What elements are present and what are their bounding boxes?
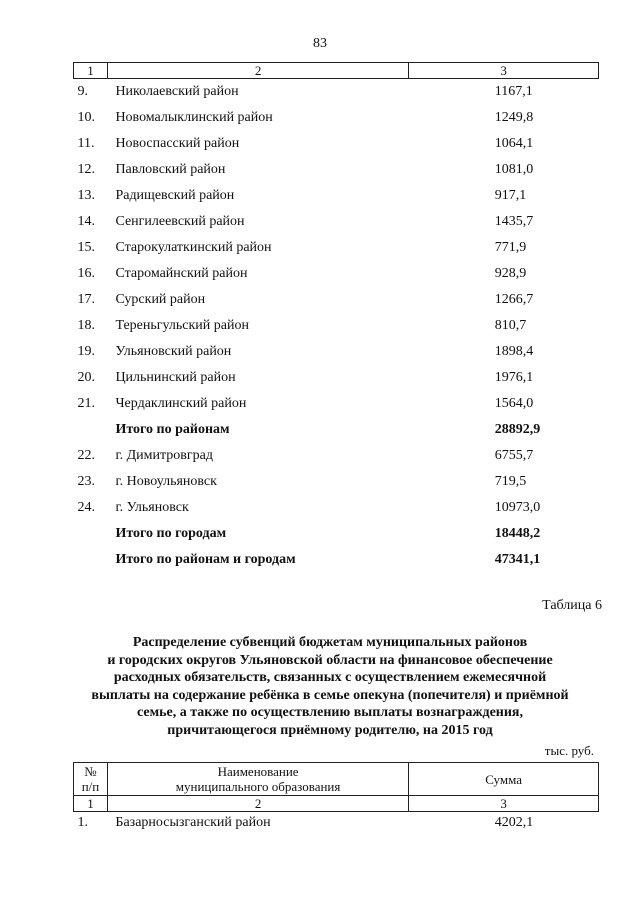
row-number: 12.: [77, 162, 95, 177]
row-number: 13.: [77, 188, 95, 203]
row-value: 6755,7: [494, 448, 534, 463]
row-name: Базарносызганский район: [115, 815, 271, 830]
row-number: 9.: [77, 84, 88, 99]
table-row: [74, 469, 599, 495]
row-value: 1081,0: [494, 162, 534, 177]
table-row: [74, 261, 599, 287]
table-row: [74, 131, 599, 157]
column-number-row: [74, 63, 599, 79]
row-value: 1435,7: [494, 214, 534, 229]
row-value: 917,1: [494, 188, 527, 203]
table-row: [74, 313, 599, 339]
row-number: [74, 547, 108, 573]
row-name: Старомайнский район: [115, 266, 248, 281]
row-value: 18448,2: [494, 526, 541, 541]
row-name: Чердаклинский район: [115, 396, 247, 411]
total-row: [74, 521, 599, 547]
row-number: 22.: [77, 448, 95, 463]
row-name: Итого по городам: [115, 526, 227, 541]
row-name: Павловский район: [115, 162, 226, 177]
row-number: 1.: [77, 815, 88, 830]
row-value: 1249,8: [494, 110, 534, 125]
table-header-row: [74, 763, 599, 796]
column-number-row: [74, 796, 599, 812]
row-name: Ульяновский район: [115, 344, 232, 359]
row-number: [74, 417, 108, 443]
total-row: [74, 547, 599, 573]
header-name-line2: муниципального образования: [175, 779, 341, 794]
table-caption: Таблица 6: [542, 598, 602, 613]
header-name: [107, 763, 408, 796]
row-name: Старокулаткинский район: [115, 240, 272, 255]
row-number: 19.: [77, 344, 95, 359]
row-number: 24.: [77, 500, 95, 515]
title-line: причитающегося приёмному родителю, на 2015 год: [167, 722, 493, 738]
header-number: [74, 763, 108, 796]
column-number-1: 1: [74, 63, 108, 79]
row-name: Сенгилеевский район: [115, 214, 245, 229]
title-line: Распределение субвенций бюджетам муниципальных районов: [132, 635, 528, 650]
subvention-table-continued: [73, 62, 599, 573]
row-name: Николаевский район: [115, 84, 239, 99]
column-number-3: 3: [409, 796, 599, 812]
row-number: 16.: [77, 266, 95, 281]
header-number-line2: п/п: [81, 779, 100, 794]
row-name: Итого по районам и городам: [115, 552, 296, 567]
title-line: и городских округов Ульяновской области на финансовое обеспечение: [107, 652, 553, 668]
row-name: Новоспасский район: [115, 136, 240, 151]
row-value: 1564,0: [494, 396, 534, 411]
row-value: 928,9: [494, 266, 527, 281]
row-name: г. Ульяновск: [115, 500, 189, 515]
row-number: 10.: [77, 110, 95, 125]
row-number: [74, 521, 108, 547]
row-number: 17.: [77, 292, 95, 307]
row-value: 1898,4: [494, 344, 534, 359]
table-row: [74, 365, 599, 391]
row-name: г. Новоульяновск: [115, 474, 217, 489]
row-value: 28892,9: [494, 422, 541, 437]
row-number: 15.: [77, 240, 95, 255]
table-row: [74, 495, 599, 521]
row-name: Итого по районам: [115, 422, 230, 437]
row-number: 23.: [77, 474, 95, 489]
table-row: [74, 443, 599, 469]
column-number-2: 2: [107, 796, 408, 812]
row-name: Сурский район: [115, 292, 206, 307]
row-number: 11.: [77, 136, 95, 151]
title-line: семье, а также по осуществлению выплаты вознаграждения,: [136, 705, 524, 720]
title-line: расходных обязательств, связанных с осуществлением ежемесячной: [113, 670, 547, 685]
table-title: [60, 634, 600, 739]
row-value: 719,5: [494, 474, 527, 489]
unit-label: тыс. руб.: [544, 743, 594, 758]
table-row: [74, 183, 599, 209]
table-row: [74, 235, 599, 261]
row-number: 18.: [77, 318, 95, 333]
table-row: [74, 287, 599, 313]
header-number-line1: №: [84, 764, 97, 779]
column-number-2: 2: [107, 63, 408, 79]
row-name: Тереньгульский район: [115, 318, 249, 333]
header-sum: Сумма: [409, 763, 599, 796]
page-number: 83: [313, 36, 327, 51]
title-line: выплаты на содержание ребёнка в семье опекуна (попечителя) и приёмной: [91, 687, 569, 703]
row-name: г. Димитровград: [115, 448, 213, 463]
row-name: Радищевский район: [115, 188, 235, 203]
total-row: [74, 417, 599, 443]
subvention-table-6: [73, 762, 599, 834]
column-number-1: 1: [74, 796, 108, 812]
row-name: Цильнинский район: [115, 370, 236, 385]
table-row: [74, 339, 599, 365]
row-value: 1064,1: [494, 136, 534, 151]
column-number-3: 3: [409, 63, 599, 79]
table-row: [74, 812, 599, 835]
table-row: [74, 79, 599, 106]
row-value: 810,7: [494, 318, 527, 333]
row-value: 10973,0: [494, 500, 541, 515]
table-row: [74, 209, 599, 235]
row-value: 1266,7: [494, 292, 534, 307]
row-value: 771,9: [494, 240, 527, 255]
row-value: 1976,1: [494, 370, 534, 385]
row-value: 47341,1: [494, 552, 541, 567]
header-name-line1: Наименование: [217, 764, 299, 779]
row-value: 4202,1: [494, 815, 534, 830]
row-number: 20.: [77, 370, 95, 385]
row-name: Новомалыклинский район: [115, 110, 273, 125]
row-number: 14.: [77, 214, 95, 229]
table-row: [74, 391, 599, 417]
row-value: 1167,1: [494, 84, 533, 99]
table-row: [74, 105, 599, 131]
table-row: [74, 157, 599, 183]
row-number: 21.: [77, 396, 95, 411]
